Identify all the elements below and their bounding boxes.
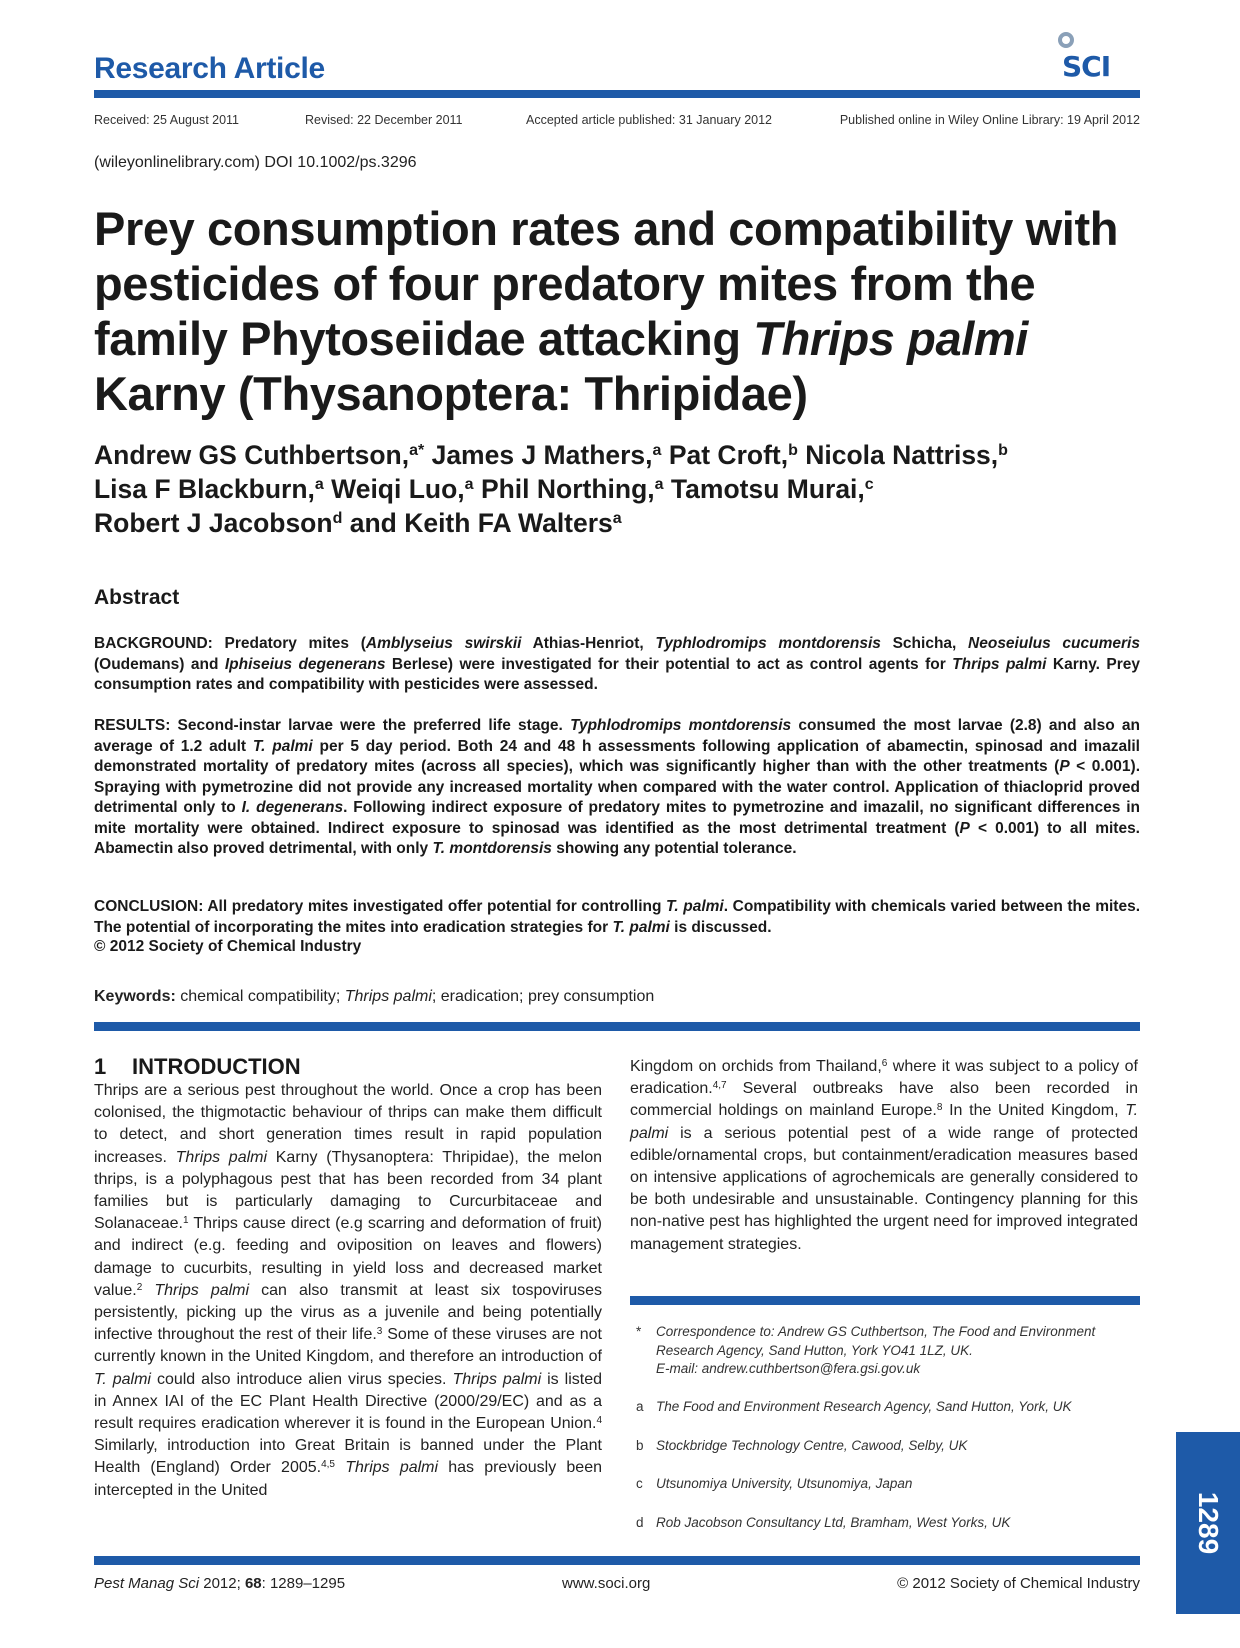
affiliation-footnote: a The Food and Environment Research Agency, Sand Hutton, York, UK (636, 1399, 1072, 1414)
logo-ring-icon (1058, 32, 1074, 48)
footer-copyright: © 2012 Society of Chemical Industry (897, 1575, 1140, 1592)
intro-heading: 1 INTRODUCTION (94, 1054, 301, 1079)
citation-ref[interactable]: 1 (182, 1215, 189, 1227)
keywords: Keywords: chemical compatibility; Thrips palmi; eradication; prey consumption (94, 988, 655, 1005)
affiliation-footnote: b Stockbridge Technology Centre, Cawood, Selby, UK (636, 1438, 968, 1453)
author[interactable]: Tamotsu Murai,$^c$ (670, 474, 874, 504)
footnote-rule (630, 1296, 1140, 1305)
citation-ref[interactable]: 4 (596, 1415, 602, 1427)
accepted-date: Accepted article published: 31 January 2012 (526, 113, 772, 127)
citation-ref[interactable]: 2 (136, 1281, 143, 1293)
citation-ref[interactable]: 8 (936, 1102, 943, 1114)
page-number: 1289 (1192, 1491, 1224, 1555)
author[interactable]: James J Mathers,$^a$ (431, 440, 662, 470)
abstract-background: BACKGROUND: Predatory mites (Amblyseius swirskii Athias-Henriot, Typhlodromips montdorensis Schicha, Neoseiulus cucumeris (Oudemans) and Iphiseius degenerans Berlese) were investigated for their potential to act as control agents for Thrips palmi Karny. Prey consumption rates and compatibility with pesticides were assessed. (94, 635, 1141, 693)
doi-line[interactable]: (wileyonlinelibrary.com) DOI 10.1002/ps.3296 (94, 154, 417, 171)
header-rule (94, 90, 1140, 98)
author[interactable]: Weiqi Luo,$^a$ (331, 474, 474, 504)
published-date: Published online in Wiley Online Library: 19 April 2012 (839, 113, 1140, 127)
author[interactable]: Pat Croft,$^b$ (668, 440, 798, 470)
website-link[interactable]: www.soci.org (562, 1575, 651, 1592)
author[interactable]: Phil Northing,$^a$ (480, 474, 664, 504)
author-list (94, 438, 1154, 540)
article-title: Prey consumption rates and compatibility with pesticides of four predatory mites from the family Phytoseiidae attacking Thrips palmi Karny (Thysanoptera: Thripidae) (94, 202, 1119, 420)
citation-ref[interactable]: 3 (376, 1326, 383, 1338)
received-date: Received: 25 August 2011 (94, 113, 240, 127)
keywords-label: Keywords: (94, 988, 176, 1005)
author[interactable]: Nicola Nattriss,$^b$ (805, 440, 1008, 470)
author[interactable]: Robert J Jacobson$^d$ (94, 508, 343, 538)
revised-date: Revised: 22 December 2011 (305, 113, 463, 127)
abstract-heading: Abstract (94, 586, 180, 609)
author[interactable]: Lisa F Blackburn,$^a$ (94, 474, 324, 504)
citation-ref[interactable]: 4,7 (712, 1080, 727, 1092)
abstract-conclusion: CONCLUSION: All predatory mites investigated offer potential for controlling T. palmi. Compatibility with chemicals varied between the mites. The potential of incorporating the mites into eradication strategies for T. palmi is discussed. (94, 898, 1141, 936)
article-type-heading: Research Article (94, 52, 325, 85)
intro-right-column: Kingdom on orchids from Thailand,$^6$ where it was subject to a policy of eradication.$^{4,7}$ Several outbreaks have also been recorded in commercial holdings on mainland Europe.$^8$ In the United Kingdom, T. palmi is a serious potential pest of a wide range of protected edible/ornamental crops, but containment/eradication measures based on intensive applications of agrochemicals are generally considered to be both undesirable and unsustainable. Contingency planning for this non-native pest has highlighted the urgent need for improved integrated management strategies. (630, 1058, 1139, 1253)
abstract-rule (94, 1022, 1140, 1031)
sci-logo (1056, 28, 1140, 84)
correspondence-email[interactable]: E-mail: andrew.cuthbertson@fera.gsi.gov.uk (656, 1361, 921, 1376)
affiliation-footnote: d Rob Jacobson Consultancy Ltd, Bramham, West Yorks, UK (636, 1515, 1011, 1530)
citation-ref[interactable]: 6 (881, 1058, 888, 1069)
affiliation-footnote: c Utsunomiya University, Utsunomiya, Japan (636, 1476, 913, 1491)
page-number-tab (1176, 1432, 1240, 1614)
logo-text: SCI (1062, 50, 1111, 83)
intro-left-column: Thrips are a serious pest throughout the world. Once a crop has been colonised, the thigmotactic behaviour of thrips can make them difficult to detect, and short generation times result in rapid population increases. Thrips palmi Karny (Thysanoptera: Thripidae), the melon thrips, is a polyphagous pest that has been recorded from 34 plant families but is particularly damaging to Curcurbitaceae and Solanaceae.$^1$ Thrips cause direct (e.g scarring and deformation of fruit) and indirect (e.g. feeding and oviposition on leaves and flowers) damage to cucurbits, resulting in yield loss and decreased market value.$^2$ Thrips palmi can also transmit at least six tospoviruses persistently, picking up the virus as a juvenile and being potentially infective throughout the rest of their life.$^3$ Some of these viruses are not currently known in the United Kingdom, and therefore an introduction of T. palmi could also introduce alien virus species. Thrips palmi is listed in Annex IAI of the EC Plant Health Directive (2000/29/EC) and as a result requires eradication wherever it is found in the European Union.$^4$ Similarly, introduction into Great Britain is banned under the Plant Health (England) Order 2005.$^{4,5}$ Thrips palmi has previously been intercepted in the United (94, 1082, 603, 1499)
citation-ref[interactable]: 4,5 (321, 1459, 335, 1471)
abstract-results: RESULTS: Second-instar larvae were the preferred life stage. Typhlodromips montdorensis consumed the most larvae (2.8) and also an average of 1.2 adult T. palmi per 5 day period. Both 24 and 48 h assessments following application of abamectin, spinosad and imazalil demonstrated mortality of predatory mites (across all species), which was significantly higher than with the other treatments (P < 0.001). Spraying with pymetrozine did not provide any increased mortality when compared with the water control. Application of thiacloprid proved detrimental only to I. degenerans. Following indirect exposure of predatory mites to pymetrozine and imazalil, no significant differences in mite mortality were obtained. Indirect exposure to spinosad was identified as the most detrimental treatment (P < 0.001) to all mites. Abamectin also proved detrimental, with only T. montdorensis showing any potential tolerance. (94, 717, 1141, 857)
author[interactable]: Andrew GS Cuthbertson,$^{a*}$ (94, 440, 425, 470)
abstract-copyright: © 2012 Society of Chemical Industry (94, 938, 362, 955)
author[interactable]: and Keith FA Walters$^a$ (349, 508, 622, 538)
journal-citation: Pest Manag Sci 2012; 68: 1289–1295 (94, 1575, 346, 1592)
title-species: Thrips palmi (753, 312, 1028, 365)
correspondence-footnote: * Correspondence to: Andrew GS Cuthbertson, The Food and Environment Research Agency, Sand Hutton, York YO41 1LZ, UK. E-mail: andrew.cuthbertson@fera.gsi.gov.uk (630, 1323, 1140, 1379)
footer-rule (94, 1556, 1140, 1565)
